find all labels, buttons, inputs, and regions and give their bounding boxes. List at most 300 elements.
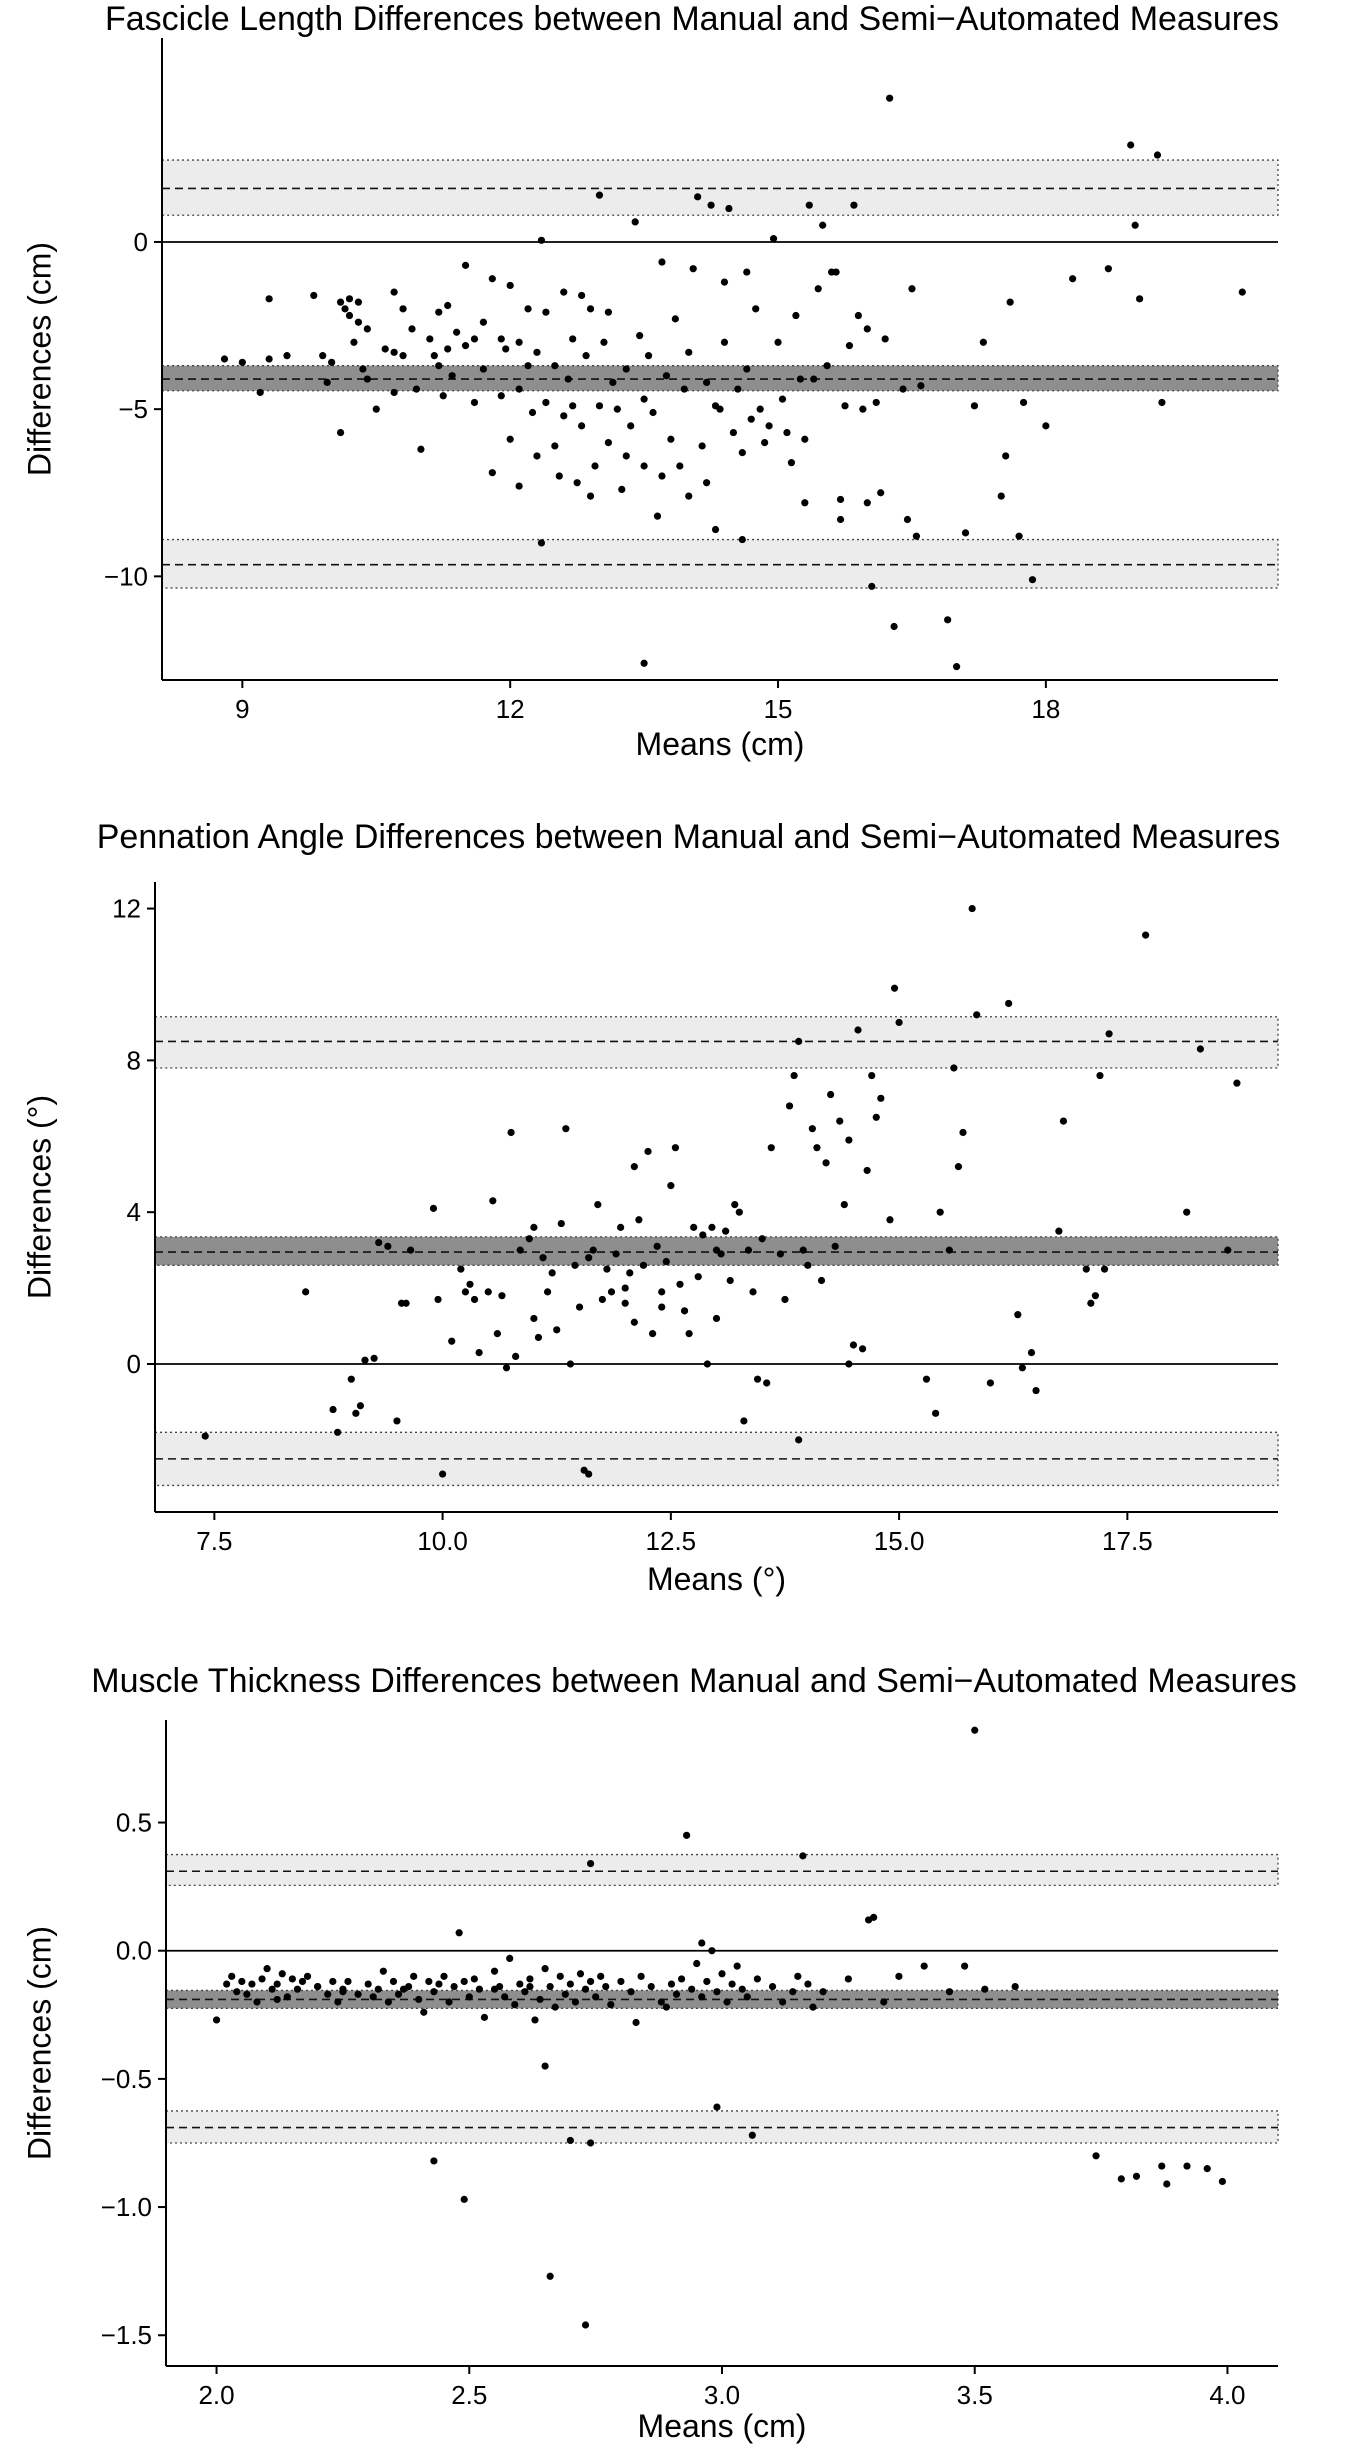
y-tick-label: −1.5 [100, 2320, 152, 2351]
data-point [1092, 2152, 1099, 2159]
data-point [339, 1988, 346, 1995]
data-point [592, 1993, 599, 2000]
data-point [530, 1315, 537, 1322]
data-point [748, 416, 755, 423]
data-point [854, 1026, 861, 1033]
data-point [644, 1148, 651, 1155]
data-point [723, 1998, 730, 2005]
data-point [375, 1239, 382, 1246]
data-point [553, 1326, 560, 1333]
data-point [681, 385, 688, 392]
data-point [713, 1315, 720, 1322]
data-point [708, 1224, 715, 1231]
data-point [466, 1993, 473, 2000]
data-point [602, 1983, 609, 1990]
data-point [569, 402, 576, 409]
data-point [749, 1288, 756, 1295]
data-point [530, 1224, 537, 1231]
data-point [393, 1417, 400, 1424]
data-point [491, 1968, 498, 1975]
data-point [430, 2157, 437, 2164]
data-point [444, 345, 451, 352]
data-point [603, 1266, 610, 1273]
data-point [582, 2321, 589, 2328]
data-point [587, 2139, 594, 2146]
data-point [574, 479, 581, 486]
data-point [815, 285, 822, 292]
data-point [1197, 1045, 1204, 1052]
y-tick-label: −0.5 [100, 2063, 152, 2094]
data-point [585, 1470, 592, 1477]
data-point [819, 1988, 826, 1995]
data-point [539, 1254, 546, 1261]
data-point [1118, 2175, 1125, 2182]
data-point [845, 1360, 852, 1367]
data-point [535, 1334, 542, 1341]
data-point [202, 1432, 209, 1439]
data-point [870, 1914, 877, 1921]
data-point [1183, 2162, 1190, 2169]
x-tick-label: 12 [495, 694, 525, 724]
data-point [788, 459, 795, 466]
data-point [266, 355, 273, 362]
data-point [739, 536, 746, 543]
x-tick-label: 17.5 [1102, 1526, 1153, 1556]
data-point [827, 1091, 834, 1098]
data-point [713, 1247, 720, 1254]
data-point [1042, 422, 1049, 429]
data-point [334, 1998, 341, 2005]
data-point [408, 325, 415, 332]
data-point [551, 442, 558, 449]
data-point [917, 382, 924, 389]
data-point [971, 402, 978, 409]
data-point [868, 583, 875, 590]
data-point [485, 1288, 492, 1295]
data-point [319, 352, 326, 359]
data-point [594, 1201, 601, 1208]
data-point [531, 2016, 538, 2023]
data-point [1233, 1080, 1240, 1087]
data-point [591, 462, 598, 469]
data-point [667, 1182, 674, 1189]
data-point [795, 1436, 802, 1443]
data-point [605, 309, 612, 316]
data-point [526, 1235, 533, 1242]
data-point [1005, 1000, 1012, 1007]
x-tick-label: 2.5 [451, 2380, 488, 2410]
data-point [541, 2062, 548, 2069]
data-point [489, 1197, 496, 1204]
data-point [289, 1975, 296, 1982]
data-point [380, 1968, 387, 1975]
data-point [959, 1129, 966, 1136]
data-point [243, 1991, 250, 1998]
data-point [836, 1117, 843, 1124]
data-point [663, 1258, 670, 1265]
data-point [1020, 399, 1027, 406]
data-point [641, 396, 648, 403]
data-point [641, 462, 648, 469]
data-point [667, 436, 674, 443]
data-point [739, 1986, 746, 1993]
data-point [761, 439, 768, 446]
data-point [552, 2004, 559, 2011]
data-point [1087, 1300, 1094, 1307]
data-point [779, 396, 786, 403]
y-tick-label: −5 [118, 394, 148, 425]
y-axis-label: Differences (cm) [21, 1925, 58, 2161]
y-tick-label: 12 [112, 893, 141, 924]
data-point [809, 1125, 816, 1132]
data-point [822, 1159, 829, 1166]
data-point [813, 1144, 820, 1151]
data-point [576, 1303, 583, 1310]
data-point [649, 409, 656, 416]
x-tick-label: 2.0 [198, 2380, 235, 2410]
chart-title: Muscle Thickness Differences between Manual and Semi−Automated Measures [91, 1662, 1297, 1700]
data-point [471, 1296, 478, 1303]
data-point [587, 305, 594, 312]
data-point [799, 1852, 806, 1859]
y-axis-label: Differences (cm) [21, 241, 58, 477]
data-point [503, 1364, 510, 1371]
data-point [921, 1962, 928, 1969]
data-point [357, 1402, 364, 1409]
data-point [605, 439, 612, 446]
data-point [233, 1988, 240, 1995]
data-point [1127, 141, 1134, 148]
lower-loa-band [166, 2111, 1278, 2143]
data-point [699, 1231, 706, 1238]
data-point [1183, 1209, 1190, 1216]
data-point [361, 1357, 368, 1364]
data-point [1012, 1983, 1019, 1990]
data-point [757, 406, 764, 413]
data-point [266, 295, 273, 302]
data-point [971, 1727, 978, 1734]
data-point [567, 1980, 574, 1987]
data-point [587, 492, 594, 499]
data-point [877, 1095, 884, 1102]
data-point [544, 1288, 551, 1295]
data-point [480, 365, 487, 372]
data-point [627, 1988, 634, 1995]
data-point [640, 1262, 647, 1269]
data-point [489, 275, 496, 282]
data-point [1083, 1266, 1090, 1273]
data-point [221, 355, 228, 362]
data-point [1055, 1228, 1062, 1235]
data-point [352, 1410, 359, 1417]
data-point [864, 499, 871, 506]
data-point [524, 305, 531, 312]
data-point [873, 1114, 880, 1121]
x-axis-label: Means (cm) [637, 2408, 807, 2444]
data-point [257, 389, 264, 396]
data-point [400, 1986, 407, 1993]
data-point [466, 1281, 473, 1288]
data-point [461, 2196, 468, 2203]
data-point [223, 1980, 230, 1987]
data-point [248, 1980, 255, 1987]
data-point [449, 372, 456, 379]
data-point [382, 345, 389, 352]
data-point [722, 1228, 729, 1235]
data-point [627, 422, 634, 429]
x-tick-label: 15 [763, 694, 793, 724]
data-point [524, 362, 531, 369]
data-point [743, 365, 750, 372]
upper-loa-band [166, 1855, 1278, 1886]
data-point [346, 295, 353, 302]
data-point [744, 1993, 751, 2000]
data-point [944, 616, 951, 623]
data-point [946, 1988, 953, 1995]
data-point [445, 1998, 452, 2005]
data-point [384, 1243, 391, 1250]
data-point [801, 436, 808, 443]
data-point [632, 2019, 639, 2026]
data-point [622, 1300, 629, 1307]
data-point [457, 1266, 464, 1273]
data-point [511, 2001, 518, 2008]
data-point [1158, 2162, 1165, 2169]
y-tick-label: 0.0 [115, 1935, 152, 1966]
bias-band [166, 1990, 1278, 2008]
data-point [334, 1429, 341, 1436]
data-point [658, 1288, 665, 1295]
data-point [253, 1998, 260, 2005]
data-point [1002, 452, 1009, 459]
data-point [341, 305, 348, 312]
data-point [678, 1975, 685, 1982]
data-point [1105, 1030, 1112, 1037]
data-point [774, 339, 781, 346]
data-point [1224, 1247, 1231, 1254]
data-point [754, 1975, 761, 1982]
y-tick-label: 0 [126, 1348, 141, 1379]
data-point [759, 1235, 766, 1242]
data-point [818, 1277, 825, 1284]
data-point [632, 218, 639, 225]
y-tick-label: 8 [126, 1045, 141, 1076]
data-point [779, 1998, 786, 2005]
data-point [512, 1353, 519, 1360]
data-point [686, 1330, 693, 1337]
data-point [434, 1296, 441, 1303]
data-point [809, 2004, 816, 2011]
x-axis-label: Means (cm) [635, 726, 805, 762]
x-tick-label: 10.0 [417, 1526, 468, 1556]
x-axis-label: Means (°) [646, 1561, 787, 1597]
data-point [506, 1955, 513, 1962]
data-point [886, 1216, 893, 1223]
data-point [712, 402, 719, 409]
data-point [328, 359, 335, 366]
data-point [698, 1993, 705, 2000]
data-point [855, 312, 862, 319]
data-point [899, 385, 906, 392]
data-point [440, 1973, 447, 1980]
data-point [795, 1038, 802, 1045]
data-point [969, 905, 976, 912]
data-point [932, 1410, 939, 1417]
data-point [704, 1360, 711, 1367]
chart-2 [21, 818, 1280, 1597]
data-point [547, 1983, 554, 1990]
data-point [501, 1993, 508, 2000]
data-point [578, 292, 585, 299]
data-point [365, 1980, 372, 1987]
data-point [791, 1072, 798, 1079]
data-point [743, 268, 750, 275]
data-point [538, 539, 545, 546]
data-point [533, 452, 540, 459]
data-point [597, 1973, 604, 1980]
data-point [841, 1201, 848, 1208]
data-point [498, 335, 505, 342]
data-point [690, 1224, 697, 1231]
data-point [623, 452, 630, 459]
data-point [810, 375, 817, 382]
data-point [766, 422, 773, 429]
data-point [725, 205, 732, 212]
data-point [681, 1307, 688, 1314]
data-point [502, 345, 509, 352]
data-point [385, 1998, 392, 2005]
data-point [269, 1986, 276, 1993]
data-point [873, 399, 880, 406]
data-point [324, 379, 331, 386]
chart-1 [21, 0, 1279, 762]
data-point [350, 339, 357, 346]
data-point [585, 1254, 592, 1261]
data-point [258, 1975, 265, 1982]
x-tick-label: 12.5 [645, 1526, 697, 1556]
data-point [471, 335, 478, 342]
data-point [698, 1939, 705, 1946]
data-point [896, 1019, 903, 1026]
data-point [355, 319, 362, 326]
data-point [832, 1243, 839, 1250]
data-point [731, 1201, 738, 1208]
data-point [359, 365, 366, 372]
data-point [946, 1247, 953, 1254]
data-point [806, 202, 813, 209]
data-point [962, 529, 969, 536]
data-point [685, 349, 692, 356]
data-point [740, 1417, 747, 1424]
data-point [304, 1973, 311, 1980]
data-point [850, 202, 857, 209]
data-point [635, 1216, 642, 1223]
data-point [562, 1125, 569, 1132]
data-point [676, 1281, 683, 1288]
data-point [792, 312, 799, 319]
data-point [841, 402, 848, 409]
data-point [435, 309, 442, 316]
data-point [763, 1379, 770, 1386]
data-point [407, 1247, 414, 1254]
data-point [1142, 932, 1149, 939]
x-tick-label: 15.0 [873, 1526, 925, 1556]
data-point [302, 1288, 309, 1295]
data-point [471, 1975, 478, 1982]
data-point [609, 379, 616, 386]
x-tick-label: 3.0 [703, 2380, 741, 2410]
data-point [658, 472, 665, 479]
data-point [1007, 299, 1014, 306]
data-point [961, 1962, 968, 1969]
data-point [617, 1224, 624, 1231]
data-point [768, 1144, 775, 1151]
data-point [618, 486, 625, 493]
data-point [430, 1205, 437, 1212]
data-point [1133, 2173, 1140, 2180]
data-point [516, 1980, 523, 1987]
data-point [324, 1991, 331, 1998]
data-point [516, 482, 523, 489]
data-point [572, 1998, 579, 2005]
data-point [558, 1220, 565, 1227]
data-point [846, 342, 853, 349]
data-point [721, 278, 728, 285]
data-point [612, 1250, 619, 1257]
data-point [673, 1991, 680, 1998]
data-point [599, 1296, 606, 1303]
data-point [623, 365, 630, 372]
data-point [274, 1980, 281, 1987]
data-point [864, 1167, 871, 1174]
data-point [864, 325, 871, 332]
data-point [542, 309, 549, 316]
data-point [837, 496, 844, 503]
data-point [462, 342, 469, 349]
data-point [631, 1163, 638, 1170]
data-point [638, 1973, 645, 1980]
data-point [391, 389, 398, 396]
data-point [1028, 1349, 1035, 1356]
data-point [1092, 1292, 1099, 1299]
upper-loa-band [162, 160, 1278, 215]
data-point [426, 335, 433, 342]
data-point [654, 513, 661, 520]
data-point [435, 362, 442, 369]
data-point [727, 1277, 734, 1284]
data-point [786, 1102, 793, 1109]
data-point [797, 375, 804, 382]
data-point [658, 1303, 665, 1310]
data-point [890, 623, 897, 630]
data-point [908, 285, 915, 292]
data-point [819, 222, 826, 229]
data-point [476, 1349, 483, 1356]
data-point [425, 1978, 432, 1985]
data-point [430, 1988, 437, 1995]
data-point [547, 2273, 554, 2280]
data-point [526, 1975, 533, 1982]
data-point [239, 359, 246, 366]
data-point [683, 1832, 690, 1839]
data-point [431, 352, 438, 359]
data-point [837, 516, 844, 523]
x-tick-label: 18 [1031, 694, 1061, 724]
data-point [435, 1980, 442, 1987]
data-point [364, 375, 371, 382]
x-tick-label: 4.0 [1209, 2380, 1246, 2410]
data-point [587, 1978, 594, 1985]
